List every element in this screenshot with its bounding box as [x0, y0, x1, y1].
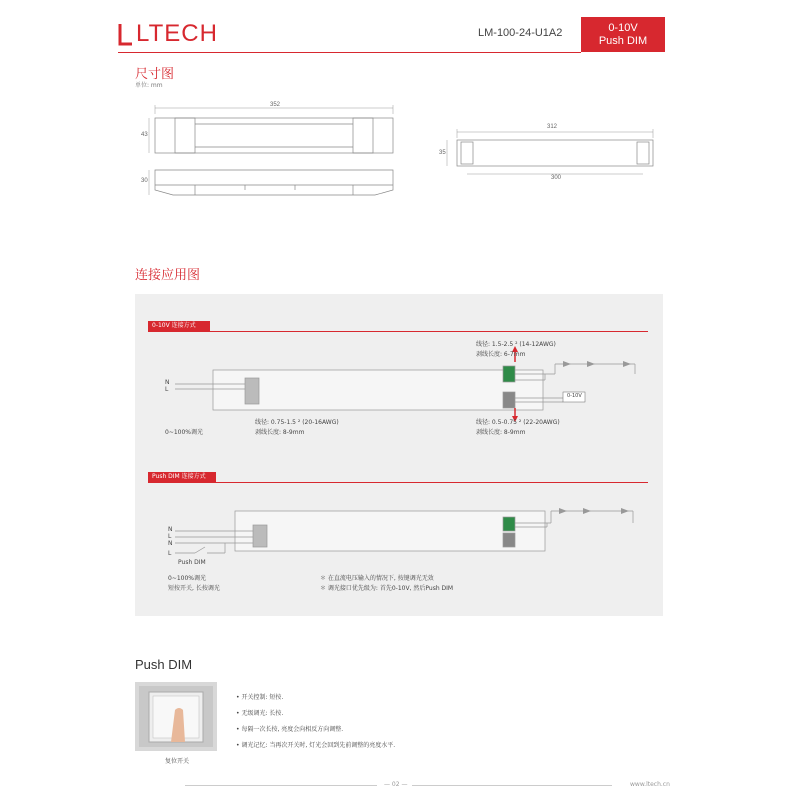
- badge-line-2: Push DIM: [598, 35, 648, 47]
- tv-dim-range: 0~100%调光: [165, 429, 203, 436]
- pd-note-1: ＊ 在直流电压输入的情况下, 按键调光无效: [320, 575, 434, 582]
- tv-out-strip: 剥线长度: 6-7mm: [476, 351, 526, 358]
- wiring-0-10v: [135, 340, 663, 440]
- pd-note-2: ＊ 调光接口优先级为: 首先0-10V, 然后Push DIM: [320, 585, 454, 592]
- dim-hole-300: 300: [551, 175, 562, 181]
- header-divider: [118, 52, 581, 53]
- unit-label: 单位: mm: [135, 82, 163, 89]
- tv-dim-box-label: 0-10V: [567, 393, 582, 399]
- tv-n-label: N: [165, 379, 170, 386]
- pd-switch-label: Push DIM: [178, 559, 206, 566]
- push-switch-caption: 复位开关: [165, 758, 190, 765]
- pd-n2-label: N: [168, 540, 173, 547]
- pd-l1-label: L: [168, 533, 172, 540]
- push-dim-title: Push DIM: [135, 657, 193, 672]
- bullet-1: • 开关控制: 短按.: [236, 694, 284, 701]
- connection-title: 连接应用图: [135, 268, 201, 283]
- website: www.ltech.cn: [630, 781, 670, 788]
- dim-height-35: 35: [439, 150, 446, 156]
- logo-mark-icon: [118, 22, 134, 46]
- top-view-outline: [149, 105, 653, 195]
- footer-line-left: [185, 785, 377, 786]
- tag-0-10v: 0-10V 连接方式: [148, 321, 210, 331]
- tv-dim-strip: 剥线长度: 8-9mm: [476, 429, 526, 436]
- dim-type-badge: [581, 17, 665, 52]
- tv-out-wire: 线径: 1.5-2.5 ² (14-12AWG): [476, 341, 556, 348]
- tv-dim-wire: 线径: 0.5-0.75 ² (22-20AWG): [476, 419, 560, 426]
- logo-text: LTECH: [136, 20, 218, 47]
- tag-0-10v-line: [148, 331, 648, 332]
- bullet-4: • 调光记忆: 当再次开关时, 灯光会回到先前调整的亮度水平.: [236, 742, 396, 749]
- pd-dim-range: 0~100%调光: [168, 575, 206, 582]
- push-switch-photo: [135, 682, 217, 751]
- tv-l-label: L: [165, 386, 169, 393]
- tag-push-dim-line: [148, 482, 648, 483]
- pd-press-note: 短按开关, 长按调光: [168, 585, 220, 592]
- tv-in-strip: 剥线长度: 8-9mm: [255, 429, 305, 436]
- pd-n1-label: N: [168, 526, 173, 533]
- push-switch-icon: [135, 682, 217, 751]
- badge-line-1: 0-10V: [608, 22, 638, 34]
- tag-push-dim: Push DIM 连接方式: [148, 472, 216, 482]
- model-number: LM-100-24-U1A2: [478, 27, 563, 39]
- pd-l2-label: L: [168, 550, 172, 557]
- dimension-drawing: [135, 100, 665, 210]
- dimension-title: 尺寸图: [135, 67, 175, 82]
- wiring-push-dim: [135, 495, 663, 575]
- footer-line-right: [412, 785, 612, 786]
- dim-height-43: 43: [141, 132, 148, 138]
- dim-length-352: 352: [270, 102, 281, 108]
- bullet-3: • 每隔一次长按, 亮度会向相反方向调整.: [236, 726, 344, 733]
- dim-length-312: 312: [547, 124, 558, 130]
- page-number: — 02 —: [384, 781, 408, 788]
- bullet-2: • 无级调光: 长按.: [236, 710, 284, 717]
- tv-in-wire: 线径: 0.75-1.5 ² (20-16AWG): [255, 419, 339, 426]
- dim-thickness-30: 30: [141, 178, 148, 184]
